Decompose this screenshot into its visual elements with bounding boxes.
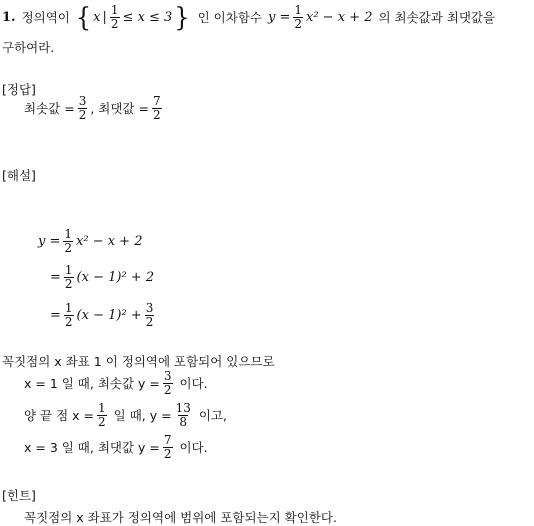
answer-min-label: 최솟값 = — [24, 101, 75, 116]
answer-min-fraction: $\frac{3}{2}$ — [78, 94, 87, 122]
solution-eq3: = $\frac{1}{2}$ (x − 1)² + $\frac{3}{2}$ — [50, 301, 154, 329]
problem-lead: 정의역이 — [21, 10, 70, 25]
s2-fraction: $\frac{3}{2}$ — [163, 369, 172, 397]
eq3-fraction2: $\frac{3}{2}$ — [145, 301, 154, 329]
s4-fraction: $\frac{7}{2}$ — [163, 433, 172, 461]
left-brace: { — [75, 1, 92, 33]
domain-bar: | — [102, 9, 107, 25]
problem-statement-line1 — [2, 1, 496, 33]
eq1-fraction: $\frac{1}{2}$ — [64, 227, 73, 255]
hint-header: [힌트] — [2, 488, 36, 503]
func-fraction: $\frac{1}{2}$ — [294, 3, 302, 31]
answer-max-fraction: $\frac{7}{2}$ — [152, 94, 161, 122]
problem-mid: 인 이차함수 — [197, 10, 262, 25]
solution-sentence2: x = 1 일 때, 최솟값 y = $\frac{3}{2}$ 이다. — [24, 369, 208, 397]
eq3-fraction: $\frac{1}{2}$ — [64, 301, 73, 329]
domain-fraction: $\frac{1}{2}$ — [110, 3, 119, 31]
answer-header: [정답] — [2, 82, 36, 97]
problem-tail: 의 최솟값과 최댓값을 — [378, 10, 496, 25]
solution-sentence3: 양 끝 점 x = $\frac{1}{2}$ 일 때, y = $\frac{13}{8}$ 이고, — [24, 401, 227, 429]
s3-fraction2: $\frac{13}{8}$ — [175, 401, 191, 429]
domain-var: x — [93, 9, 101, 25]
right-brace: } — [174, 1, 190, 33]
hint-text: 꼭짓점의 x 좌표가 정의역에 범위에 포함되는지 확인한다. — [24, 510, 337, 525]
func-tail: x² − x + 2 — [306, 9, 373, 25]
solution-eq2: = $\frac{1}{2}$ (x − 1)² + 2 — [50, 263, 155, 291]
eq2-fraction: $\frac{1}{2}$ — [64, 263, 73, 291]
answer-line — [24, 95, 163, 121]
solution-eq1: y = $\frac{1}{2}$ x² − x + 2 — [38, 227, 143, 255]
answer-max-label: , 최댓값 = — [90, 101, 149, 116]
problem-statement-line2: 구하여라. — [2, 40, 55, 55]
solution-header: [해설] — [2, 168, 36, 183]
solution-sentence4: x = 3 일 때, 최댓값 y = $\frac{7}{2}$ 이다. — [24, 433, 208, 461]
domain-inequality: ≤ x ≤ 3 — [122, 9, 173, 25]
problem-number: 1. — [2, 9, 16, 25]
solution-sentence1: 꼭짓점의 x 좌표 1 이 정의역에 포함되어 있으므로 — [2, 354, 275, 369]
s3-fraction: $\frac{1}{2}$ — [98, 401, 106, 429]
func-lhs: y = — [267, 9, 291, 25]
